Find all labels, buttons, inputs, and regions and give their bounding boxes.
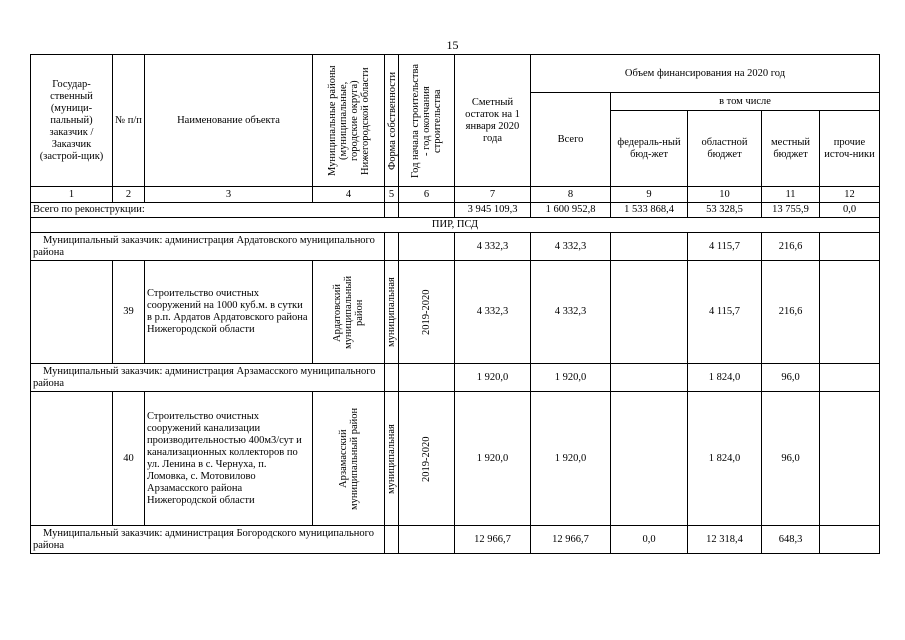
other-value [820,364,880,392]
col-number: 11 [762,187,820,203]
federal-value [611,392,688,526]
regional-value: 12 318,4 [688,526,762,554]
total-row [31,203,880,218]
header-customer: Государ-ственный (муници-пальный) заказчик / Заказчик (застрой-щик) [31,55,113,187]
section-title: ПИР, ПСД [31,218,880,233]
customer-label: Муниципальный заказчик: администрация Арзамасского муниципального района [31,364,385,392]
total-estimate: 3 945 109,3 [455,203,531,218]
customer-label: Муниципальный заказчик: администрация Богородского муниципального района [31,526,385,554]
estimate-value: 1 920,0 [455,392,531,526]
header-district: Муниципальные районы (муниципальные, городские округа) Нижегородской области [313,55,385,187]
object-name: Строительство очистных сооружений канализации производительностью 400м3/сут и канализационных коллекторов по ул. Ленина в с. Чернуха, п. Ломовка, с. Мотовилово Арзамасского района Нижегородской области [145,392,313,526]
col-number: 12 [820,187,880,203]
object-district: Ардатовский муниципальный район [313,261,385,364]
estimate-value: 1 920,0 [455,364,531,392]
regional-value: 1 824,0 [688,392,762,526]
col-number: 7 [455,187,531,203]
header-local: местный бюджет [762,111,820,187]
header-number: № п/п [113,55,145,187]
federal-value: 0,0 [611,526,688,554]
other-value [820,261,880,364]
col-number: 2 [113,187,145,203]
column-numbers-row [31,187,880,203]
local-value: 216,6 [762,261,820,364]
customer-row [31,233,880,261]
object-years: 2019-2020 [399,261,455,364]
federal-value [611,233,688,261]
other-value [820,233,880,261]
col-number: 5 [385,187,399,203]
customer-row [31,364,880,392]
estimate-value: 12 966,7 [455,526,531,554]
total-label: Всего по реконструкции: [31,203,385,218]
total-sum: 1 600 952,8 [531,203,611,218]
header-federal: федераль-ный бюд-жет [611,111,688,187]
col-number: 10 [688,187,762,203]
object-ownership: муниципальная [385,392,399,526]
customer-row [31,526,880,554]
regional-value: 1 824,0 [688,364,762,392]
local-value: 648,3 [762,526,820,554]
object-number: 40 [113,392,145,526]
total-other: 0,0 [820,203,880,218]
header-regional: областной бюджет [688,111,762,187]
header-financing: Объем финансирования на 2020 год [531,55,880,93]
header-ownership: Форма собственности [385,55,399,187]
col-number: 3 [145,187,313,203]
total-value: 1 920,0 [531,364,611,392]
header-years: Год начала строительства - год окончания строительства [399,55,455,187]
total-value: 4 332,3 [531,261,611,364]
section-row [31,218,880,233]
local-value: 96,0 [762,364,820,392]
object-district: Арзамасский муниципальный район [313,392,385,526]
object-name: Строительство очистных сооружений на 1000 куб.м. в сутки в р.п. Ардатов Ардатовского района Нижегородской области [145,261,313,364]
header-total: Всего [531,93,611,187]
header-including: в том числе [611,93,880,111]
total-regional: 53 328,5 [688,203,762,218]
estimate-value: 4 332,3 [455,233,531,261]
regional-value: 4 115,7 [688,233,762,261]
local-value: 96,0 [762,392,820,526]
object-ownership: муниципальная [385,261,399,364]
object-years: 2019-2020 [399,392,455,526]
header-estimate-balance: Сметный остаток на 1 января 2020 года [455,55,531,187]
local-value: 216,6 [762,233,820,261]
col-number: 8 [531,187,611,203]
page-number: 15 [446,38,459,52]
header-other: прочие источ-ники [820,111,880,187]
regional-value: 4 115,7 [688,261,762,364]
total-value: 4 332,3 [531,233,611,261]
col-number: 4 [313,187,385,203]
estimate-value: 4 332,3 [455,261,531,364]
total-value: 12 966,7 [531,526,611,554]
object-number: 39 [113,261,145,364]
object-row [31,261,880,364]
col-number: 9 [611,187,688,203]
federal-value [611,261,688,364]
total-federal: 1 533 868,4 [611,203,688,218]
col-number: 1 [31,187,113,203]
object-row [31,392,880,526]
other-value [820,392,880,526]
other-value [820,526,880,554]
col-number: 6 [399,187,455,203]
federal-value [611,364,688,392]
header-object-name: Наименование объекта [145,55,313,187]
financing-table [30,54,880,554]
total-value: 1 920,0 [531,392,611,526]
customer-label: Муниципальный заказчик: администрация Ардатовского муниципального района [31,233,385,261]
total-local: 13 755,9 [762,203,820,218]
